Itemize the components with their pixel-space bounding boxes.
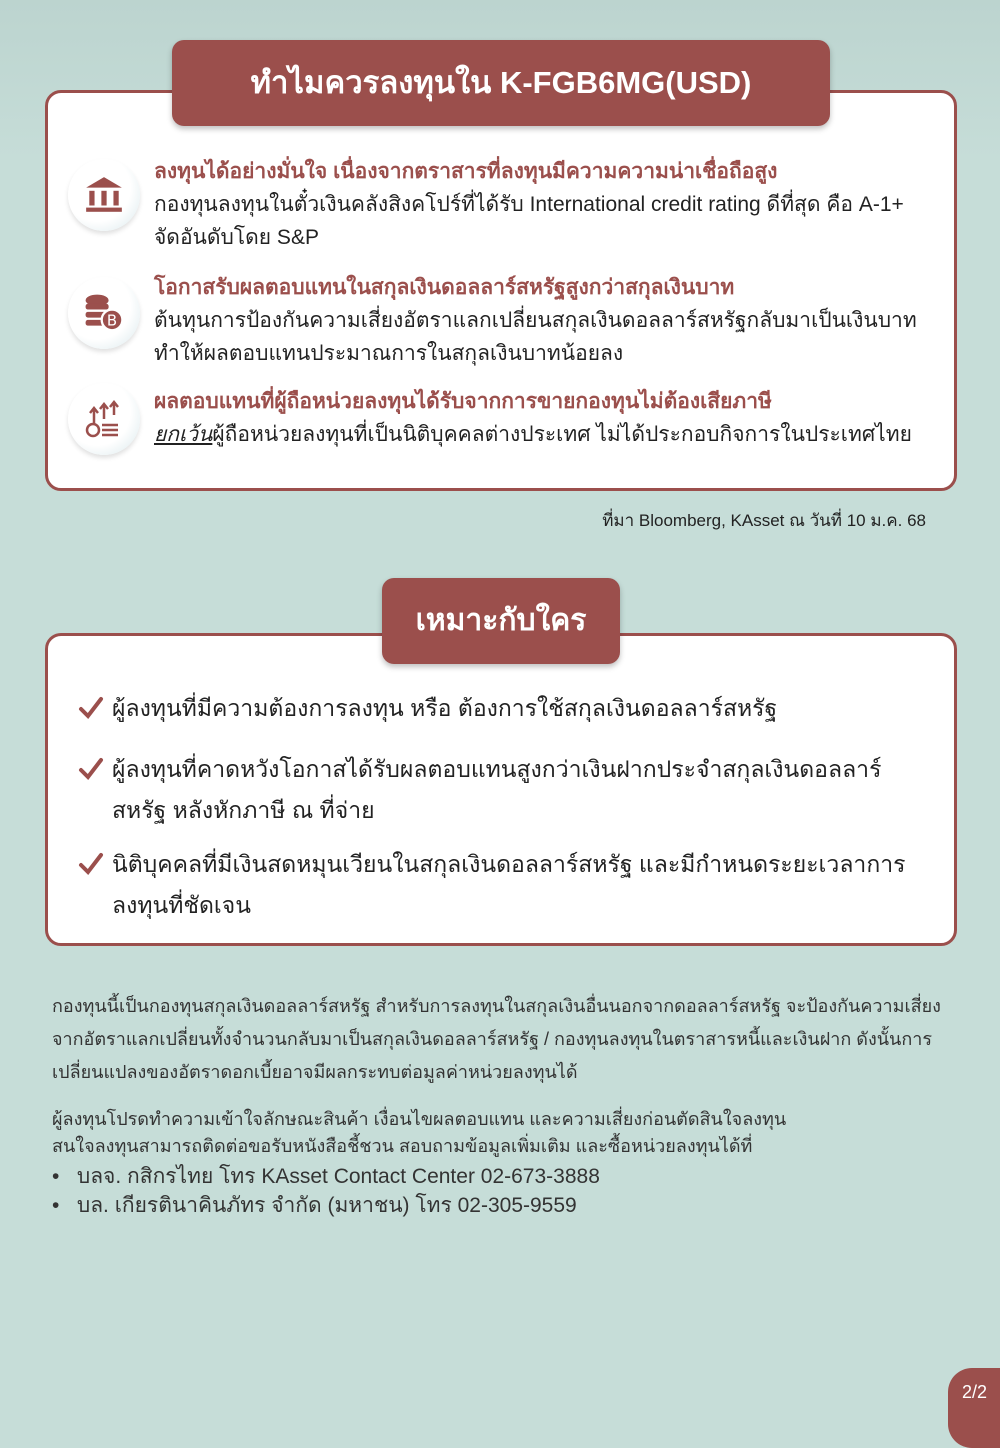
contact-text: บลจ. กสิกรไทย โทร KAsset Contact Center 02-673-3888 [76, 1165, 600, 1188]
benefit-body: ต้นทุนการป้องกันความเสี่ยงอัตราแลกเปลี่ยนสกุลเงินดอลลาร์สหรัฐกลับมาเป็นเงินบาททำให้ผลตอบแทนประมาณการในสกุลเงินบาทน้อยลง [154, 309, 917, 365]
money-growth-icon [68, 383, 140, 455]
suitable-item [78, 844, 924, 926]
contact-item: • บลจ. กสิกรไทย โทร KAsset Contact Center 02-673-3888 [52, 1165, 600, 1188]
suitable-for-card [45, 633, 957, 946]
suitable-text: ผู้ลงทุนที่มีความต้องการลงทุน หรือ ต้องการใช้สกุลเงินดอลลาร์สหรัฐ [112, 695, 778, 721]
benefit-body: กองทุนลงทุนในตั๋วเงินคลังสิงคโปร์ที่ได้รับ International credit rating ดีที่สุด คือ A-1+ จัดอันดับโดย S&P [154, 193, 904, 249]
advice-line: สนใจลงทุนสามารถติดต่อขอรับหนังสือชี้ชวน สอบถามข้อมูลเพิ่มเติม และซื้อหน่วยลงทุนได้ที่ [52, 1136, 753, 1156]
contact-item: • บล. เกียรตินาคินภัทร จำกัด (มหาชน) โทร 02-305-9559 [52, 1194, 577, 1217]
check-icon [78, 852, 104, 876]
benefit-heading: ลงทุนได้อย่างมั่นใจ เนื่องจากตราสารที่ลงทุนมีความความน่าเชื่อถือสูง [154, 160, 778, 183]
disclaimer: กองทุนนี้เป็นกองทุนสกุลเงินดอลลาร์สหรัฐ สำหรับการลงทุนในสกุลเงินอื่นนอกจากดอลลาร์สหรัฐ จะป้องกันความเสี่ยงจากอัตราแลกเปลี่ยนทั้งจำนวนกลับมาเป็นสกุลเงินดอลลาร์สหรัฐ / กองทุนลงทุนในตราสารหนี้และเงินฝาก ดังนั้นการเปลี่ยนแปลงของอัตราดอกเบี้ยอาจมีผลกระทบต่อมูลค่าหน่วยลงทุนได้ [52, 996, 941, 1082]
suitable-text: นิติบุคคลที่มีเงินสดหมุนเวียนในสกุลเงินดอลลาร์สหรัฐ และมีกำหนดระยะเวลาการลงทุนที่ชัดเจน [112, 851, 906, 918]
suitable-item [78, 749, 924, 831]
benefit-heading: ผลตอบแทนที่ผู้ถือหน่วยลงทุนได้รับจากการขายกองทุนไม่ต้องเสียภาษี [154, 390, 772, 413]
source-note: ที่มา Bloomberg, KAsset ณ วันที่ 10 ม.ค. 68 [602, 511, 926, 530]
advice-line: ผู้ลงทุนโปรดทำความเข้าใจลักษณะสินค้า เงื่อนไขผลตอบแทน และความเสี่ยงก่อนตัดสินใจลงทุน [52, 1109, 787, 1129]
bank-icon [68, 159, 140, 231]
suitable-item [78, 688, 924, 729]
check-icon [78, 696, 104, 720]
benefit-heading: โอกาสรับผลตอบแทนในสกุลเงินดอลลาร์สหรัฐสูงกว่าสกุลเงินบาท [154, 276, 735, 299]
svg-text:B: B [106, 311, 118, 330]
benefit-item [68, 271, 934, 370]
why-invest-title: ทำไมควรลงทุนใน K-FGB6MG(USD) [172, 40, 830, 126]
check-icon [78, 757, 104, 781]
exception-label: ยกเว้น [154, 423, 213, 446]
suitable-text: ผู้ลงทุนที่คาดหวังโอกาสได้รับผลตอบแทนสูงกว่าเงินฝากประจำสกุลเงินดอลลาร์สหรัฐ หลังหักภาษี ณ ที่จ่าย [112, 756, 882, 823]
page-indicator: 2/2 [948, 1368, 1000, 1448]
contact-text: บล. เกียรตินาคินภัทร จำกัด (มหาชน) โทร 02-305-9559 [76, 1194, 577, 1217]
baht-coins-icon [68, 277, 140, 349]
why-invest-card [45, 90, 957, 491]
suitable-for-title: เหมาะกับใคร [382, 578, 620, 664]
benefit-item [68, 155, 934, 254]
benefit-item [68, 385, 934, 451]
benefit-body: ผู้ถือหน่วยลงทุนที่เป็นนิติบุคคลต่างประเทศ ไม่ได้ประกอบกิจการในประเทศไทย [212, 423, 912, 446]
